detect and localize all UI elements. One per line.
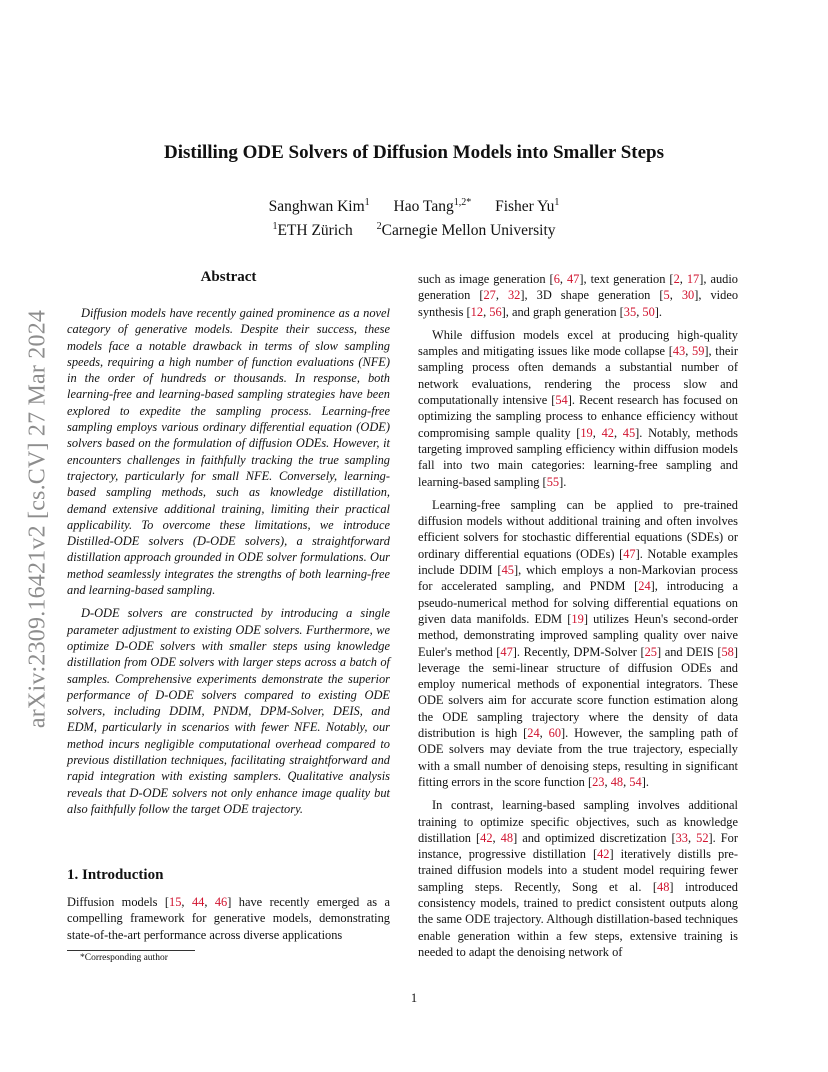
intro-body: [67, 894, 390, 950]
citation-link[interactable]: 15: [169, 895, 182, 909]
footnote-rule: [67, 950, 195, 951]
right-column: [418, 271, 738, 967]
citation-link[interactable]: 60: [548, 726, 562, 741]
affiliation: $^1$ETH Zürich: [272, 221, 353, 240]
affiliation-list: [0, 217, 828, 241]
abstract-heading: Abstract: [200, 269, 257, 285]
citation-link[interactable]: 59: [692, 344, 705, 359]
citation-link[interactable]: 55: [546, 474, 560, 489]
citation-link[interactable]: 32: [507, 288, 521, 303]
abstract-paragraph: Diffusion models have recently gained prominence as a novel category of generative models. Despite their success, these models face a notable drawback in terms of slow sampling speeds, requiring a high number of function evaluations (NFE) in the order of hundreds or thousands. In response, both learning-free and learning-based sampling strategies have been explored to expedite the sampling process. Learning-free sampling employs various ordinary differential equation (ODE) solvers based on the formulation of diffusion ODEs. However, it encounters challenges in faithfully tracking the true sampling trajectory, particularly for small NFE. Conversely, learning-based sampling methods, such as knowledge distillation, demand extensive additional training, limiting their practical applicability. To overcome these limitations, we introduce Distilled-ODE solvers (D-ODE solvers), a straightforward distillation approach grounded in ODE solver formulations. Our method seamlessly integrates the strengths of both learning-free and learning-based sampling.: [67, 306, 390, 598]
arxiv-id: arXiv:2309.16421v2 [cs.CV] 27 Mar 2024: [24, 309, 51, 729]
paper-title: Distilling ODE Solvers of Diffusion Models into Smaller Steps: [163, 142, 664, 163]
author-list: [0, 193, 828, 217]
page-number: 1: [410, 991, 418, 1005]
abstract-paragraph: D-ODE solvers are constructed by introducing a single parameter adjustment to existing ODE solvers. Furthermore, we optimize D-ODE solvers with smaller steps using knowledge distillation from ODE solvers with larger steps across a batch of samples. Comprehensive experiments demonstrate the superior performance of D-ODE solvers compared to existing ODE solvers, including DDIM, PNDM, DPM-Solver, DEIS, and EDM, particularly in scenarios with fewer NFE. Notably, our method incurs negligible computational overhead compared to previous distillation techniques, facilitating straightforward and rapid integration with existing samplers. Qualitative analysis reveals that D-ODE solvers not only enhance image quality but also faithfully follow the target ODE trajectory.: [67, 606, 390, 816]
citation-link[interactable]: 25: [644, 644, 657, 659]
citation-link[interactable]: 50: [642, 304, 655, 319]
body-paragraph: such as image generation [6, 47], text generation [2, 17], audio generation [27, 32], 3D shape generation [5, 30], video synthesis [12, 56], and graph generation [35, 50].: [418, 272, 739, 319]
citation-link[interactable]: 42: [480, 830, 493, 845]
citation-link[interactable]: 19: [571, 611, 584, 626]
arxiv-stamp: [17, 283, 59, 755]
citation-link[interactable]: 24: [638, 579, 651, 594]
citation-link[interactable]: 47: [500, 644, 513, 659]
citation-link[interactable]: 56: [489, 304, 502, 319]
body-paragraph: Learning-free sampling can be applied to pre-trained diffusion models without additional training and often involves efficient solvers for stochastic differential equations (SDEs) or ordinary differential equations (ODEs) [47]. Notable examples include DDIM [45], which employs a non-Markovian process for accelerated sampling, and PNDM [24], introducing a pseudo-numerical method for solving differential equations on given data manifolds. EDM [19] utilizes Heun's second-order method, demonstrating improved sampling quality over naive Euler's method [47]. Recently, DPM-Solver [25] and DEIS [58] leverage the semi-linear structure of diffusion ODEs and employ numerical methods of exponential integrators. These ODE solvers aim for accurate score function estimation along the ODE sampling trajectory where the density of data distribution is high [24, 60]. However, the sampling path of ODE solvers may deviate from the true trajectory, especially with a small number of denoising steps, resulting in significant fitting errors in the score function [23, 48, 54].: [418, 497, 739, 789]
citation-link[interactable]: 45: [501, 563, 514, 578]
citation-link[interactable]: 54: [555, 393, 568, 408]
citation-link[interactable]: 44: [191, 895, 205, 909]
section-heading: 1. Introduction: [67, 867, 164, 883]
citation-link[interactable]: 42: [597, 847, 610, 862]
citation-link[interactable]: 2: [673, 272, 680, 286]
author: Fisher Yu$^1$: [495, 197, 560, 216]
citation-link[interactable]: 24: [527, 726, 540, 741]
citation-link[interactable]: 46: [214, 895, 228, 909]
author: Sanghwan Kim$^1$: [268, 197, 370, 216]
citation-link[interactable]: 45: [622, 425, 636, 440]
citation-link[interactable]: 30: [681, 288, 695, 303]
citation-link[interactable]: 47: [623, 546, 636, 561]
citation-link[interactable]: 27: [483, 288, 496, 303]
body-paragraph: While diffusion models excel at producing high-quality samples and mitigating issues like mode collapse [43, 59], their sampling process often demands a substantial number of network evaluations, rendering the process slow and computationally intensive [54]. Recent research has focused on optimizing the sampling process to enhance efficiency without compromising sample quality [19, 42, 45]. Notably, methods targeting improved sampling efficiency within diffusion models fall into two main categories: learning-free sampling and learning-based sampling [55].: [418, 327, 739, 489]
author: Hao Tang$^{1,2*}$: [393, 197, 472, 216]
citation-link[interactable]: 23: [592, 774, 605, 789]
citation-link[interactable]: 5: [663, 288, 670, 303]
citation-link[interactable]: 48: [500, 830, 514, 845]
citation-link[interactable]: 19: [580, 425, 593, 440]
citation-link[interactable]: 52: [696, 830, 709, 845]
abstract-body: [67, 305, 390, 824]
citation-link[interactable]: 42: [601, 425, 614, 440]
author-block: [0, 193, 828, 241]
citation-link[interactable]: 47: [566, 272, 580, 286]
citation-link[interactable]: 12: [470, 304, 484, 319]
body-paragraph: Diffusion models [15, 44, 46] have recently emerged as a compelling framework for generative models, demonstrating state-of-the-art performance across diverse applications: [67, 895, 390, 942]
citation-link[interactable]: 35: [623, 304, 637, 319]
citation-link[interactable]: 54: [629, 774, 642, 789]
citation-link[interactable]: 58: [721, 644, 734, 659]
citation-link[interactable]: 17: [686, 272, 700, 286]
citation-link[interactable]: 6: [553, 272, 560, 286]
citation-link[interactable]: 48: [657, 879, 670, 894]
affiliation: $^2$Carnegie Mellon University: [376, 221, 556, 240]
citation-link[interactable]: 43: [672, 344, 686, 359]
citation-link[interactable]: 33: [675, 830, 688, 845]
footnote: *Corresponding author: [80, 953, 168, 963]
citation-link[interactable]: 48: [610, 774, 624, 789]
body-paragraph: In contrast, learning-based sampling involves additional training to optimize specific objectives, such as knowledge distillation [42, 48] and optimized discretization [33, 52]. For instance, progressive distillation [42] iteratively distills pre-trained diffusion models into a student model requiring fewer sampling steps. Recently, Song et al. [48] introduced consistency models, trained to predict consistent outputs along the same ODE trajectory. Although distillation-based techniques enable generation within a few steps, extensive training is needed to adapt the denoising network of: [418, 798, 739, 959]
